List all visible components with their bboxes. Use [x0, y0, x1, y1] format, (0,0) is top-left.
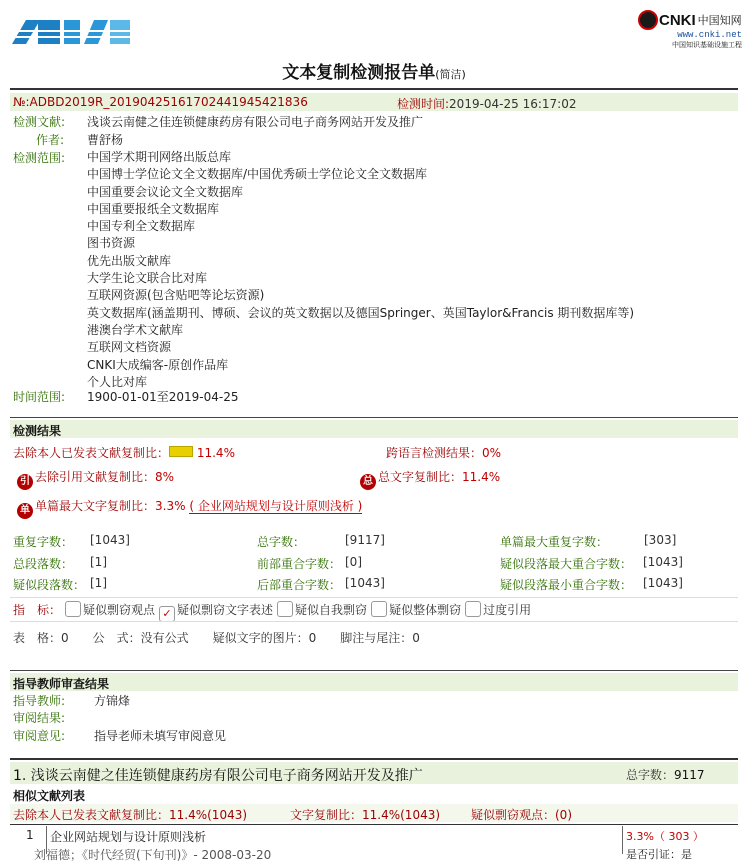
- rows-divider: [10, 824, 738, 825]
- scope-item: 中国专利全文数据库: [87, 219, 196, 234]
- row-ratio: 3.3%（ 303 ）: [626, 830, 704, 843]
- tables-line: 表 格：0 公 式：没有公式 疑似文字的图片：0 脚注与尾注：0: [13, 631, 420, 645]
- teacher-value: 方锦烽: [94, 694, 131, 708]
- stat-value: [0]: [345, 555, 362, 569]
- results-title: 检测结果: [13, 424, 62, 438]
- stat-value: [1]: [90, 555, 107, 569]
- report-number: №:ADBD2019R_20190425161702441945421836: [13, 95, 308, 109]
- indicator-checkbox[interactable]: [65, 601, 81, 617]
- stat-value: [303]: [644, 533, 677, 547]
- check-time: 检测时间:2019-04-25 16:17:02: [397, 97, 577, 111]
- single-badge-icon: 单: [17, 503, 33, 519]
- indicator-label: 疑似自我剽窃: [295, 603, 368, 617]
- summary-text: 文字复制比：11.4%(1043): [290, 808, 441, 822]
- page-title: 文本复制检测报告单(简洁): [282, 63, 466, 83]
- amlc-logo: [12, 16, 132, 46]
- stats-divider: [10, 597, 738, 598]
- detail-title: 1. 浅谈云南健之佳连锁健康药房有限公司电子商务网站开发及推广: [13, 768, 423, 784]
- row-quote: 是否引证：是: [626, 848, 692, 861]
- similar-row[interactable]: [12, 826, 738, 862]
- single-max-ratio: 单 单篇最大文字复制比：3.3% ( 企业网站规划与设计原则浅析 ): [17, 497, 362, 519]
- single-source-link[interactable]: ( 企业网站规划与设计原则浅析 ): [189, 499, 363, 513]
- stat-value: [1043]: [345, 576, 385, 590]
- total-ratio: 总 总文字复制比：11.4%: [360, 468, 500, 490]
- detail-total-words: 总字数：9117: [626, 768, 705, 782]
- indicator-checkbox[interactable]: [465, 601, 481, 617]
- row-author: 刘福德；《时代经贸(下旬刊)》- 2008-03-20: [34, 848, 272, 862]
- quote-removed-ratio: 引 去除引用文献复制比：8%: [17, 468, 174, 490]
- self-removed-bar: [169, 446, 193, 457]
- stat-label: 疑似段落数：: [13, 578, 86, 592]
- stat-label: 后部重合字数：: [257, 578, 342, 592]
- scope-item: 互联网文档资源: [87, 340, 172, 355]
- teacher-label: 指导教师:: [13, 694, 66, 708]
- indicator-checkbox[interactable]: [371, 601, 387, 617]
- scope-item: 互联网资源(包含贴吧等论坛资源): [87, 288, 265, 303]
- stat-label: 重复字数：: [13, 535, 74, 549]
- author-value: 曹舒杨: [87, 133, 124, 147]
- indicator-checkbox[interactable]: ✓: [159, 606, 175, 622]
- similar-list-title: 相似文献列表: [13, 789, 86, 803]
- stat-label: 疑似段落最大重合字数：: [500, 557, 633, 571]
- indicator-checkbox[interactable]: [277, 601, 293, 617]
- cross-lang-result: 跨语言检测结果：0%: [386, 446, 502, 460]
- author-label: 作者:: [36, 133, 65, 147]
- review-result-label: 审阅结果:: [13, 711, 66, 725]
- review-divider: [10, 670, 738, 671]
- review-title-bar: [10, 673, 738, 691]
- scope-item: 中国重要报纸全文数据库: [87, 201, 220, 216]
- stat-label: 单篇最大重复字数：: [500, 535, 609, 549]
- cnki-globe-icon: [638, 10, 658, 30]
- summary-self: 去除本人已发表文献复制比：11.4%(1043): [13, 808, 248, 822]
- indicator-label: 过度引用: [483, 603, 532, 617]
- stat-value: [1043]: [643, 576, 683, 590]
- summary-plagiarism: 疑似剽窃观点：(0): [471, 808, 572, 822]
- cnki-logo: CNKI 中国知网 www.cnki.net 中国知识基础设施工程: [638, 10, 742, 48]
- top-divider: [10, 88, 738, 90]
- stat-label: 前部重合字数：: [257, 557, 342, 571]
- stat-value: [1043]: [643, 555, 683, 569]
- opinion-label: 审阅意见:: [13, 729, 66, 743]
- stat-label: 疑似段落最小重合字数：: [500, 578, 633, 592]
- row-index: 1: [26, 828, 34, 842]
- scope-label: 检测范围:: [13, 151, 66, 165]
- amlc-logo-icon: [12, 16, 132, 46]
- row-title[interactable]: 企业网站规划与设计原则浅析: [50, 830, 207, 844]
- review-title: 指导教师审查结果: [13, 677, 110, 691]
- indicator-label: 疑似整体剽窃: [389, 603, 462, 617]
- self-removed-ratio: 去除本人已发表文献复制比： 11.4%: [13, 446, 235, 460]
- scope-item: 港澳台学术文献库: [87, 322, 184, 337]
- indicator-divider: [10, 621, 738, 622]
- scope-item: CNKI大成编客-原创作品库: [87, 357, 229, 372]
- scope-item: 个人比对库: [87, 374, 148, 389]
- total-badge-icon: 总: [360, 474, 376, 490]
- time-label: 时间范围:: [13, 390, 66, 404]
- indicator-label: 疑似剽窃观点: [83, 603, 156, 617]
- stat-label: 总字数：: [257, 535, 306, 549]
- scope-item: 图书资源: [87, 236, 136, 251]
- detail-divider: [10, 758, 738, 760]
- scope-item: 中国重要会议论文全文数据库: [87, 184, 244, 199]
- opinion-value: 指导老师未填写审阅意见: [94, 729, 227, 743]
- scope-item: 大学生论文联合比对库: [87, 271, 208, 286]
- stat-value: [1043]: [90, 533, 130, 547]
- results-title-bar: [10, 420, 738, 438]
- stat-value: [1]: [90, 576, 107, 590]
- doc-label: 检测文献:: [13, 115, 66, 129]
- scope-list: [87, 149, 634, 391]
- results-divider: [10, 417, 738, 418]
- indicator-row: 指 标： 疑似剽窃观点 ✓ 疑似剽窃文字表述 疑似自我剽窃 疑似整体剽窃 过度引用: [13, 603, 532, 620]
- indicator-label: 疑似剽窃文字表述: [177, 603, 274, 617]
- doc-value: 浅谈云南健之佳连锁健康药房有限公司电子商务网站开发及推广: [87, 115, 424, 129]
- time-value: 1900-01-01至2019-04-25: [87, 390, 239, 404]
- scope-item: 英文数据库(涵盖期刊、博硕、会议的英文数据以及德国Springer、英国Taylor&Francis 期刊数据库等): [87, 305, 635, 320]
- stat-label: 总段落数：: [13, 557, 74, 571]
- scope-item: 中国博士学位论文全文数据库/中国优秀硕士学位论文全文数据库: [87, 167, 428, 182]
- quote-badge-icon: 引: [17, 474, 33, 490]
- scope-item: 优先出版文献库: [87, 253, 172, 268]
- scope-item: 中国学术期刊网络出版总库: [87, 150, 232, 164]
- stat-value: [9117]: [345, 533, 385, 547]
